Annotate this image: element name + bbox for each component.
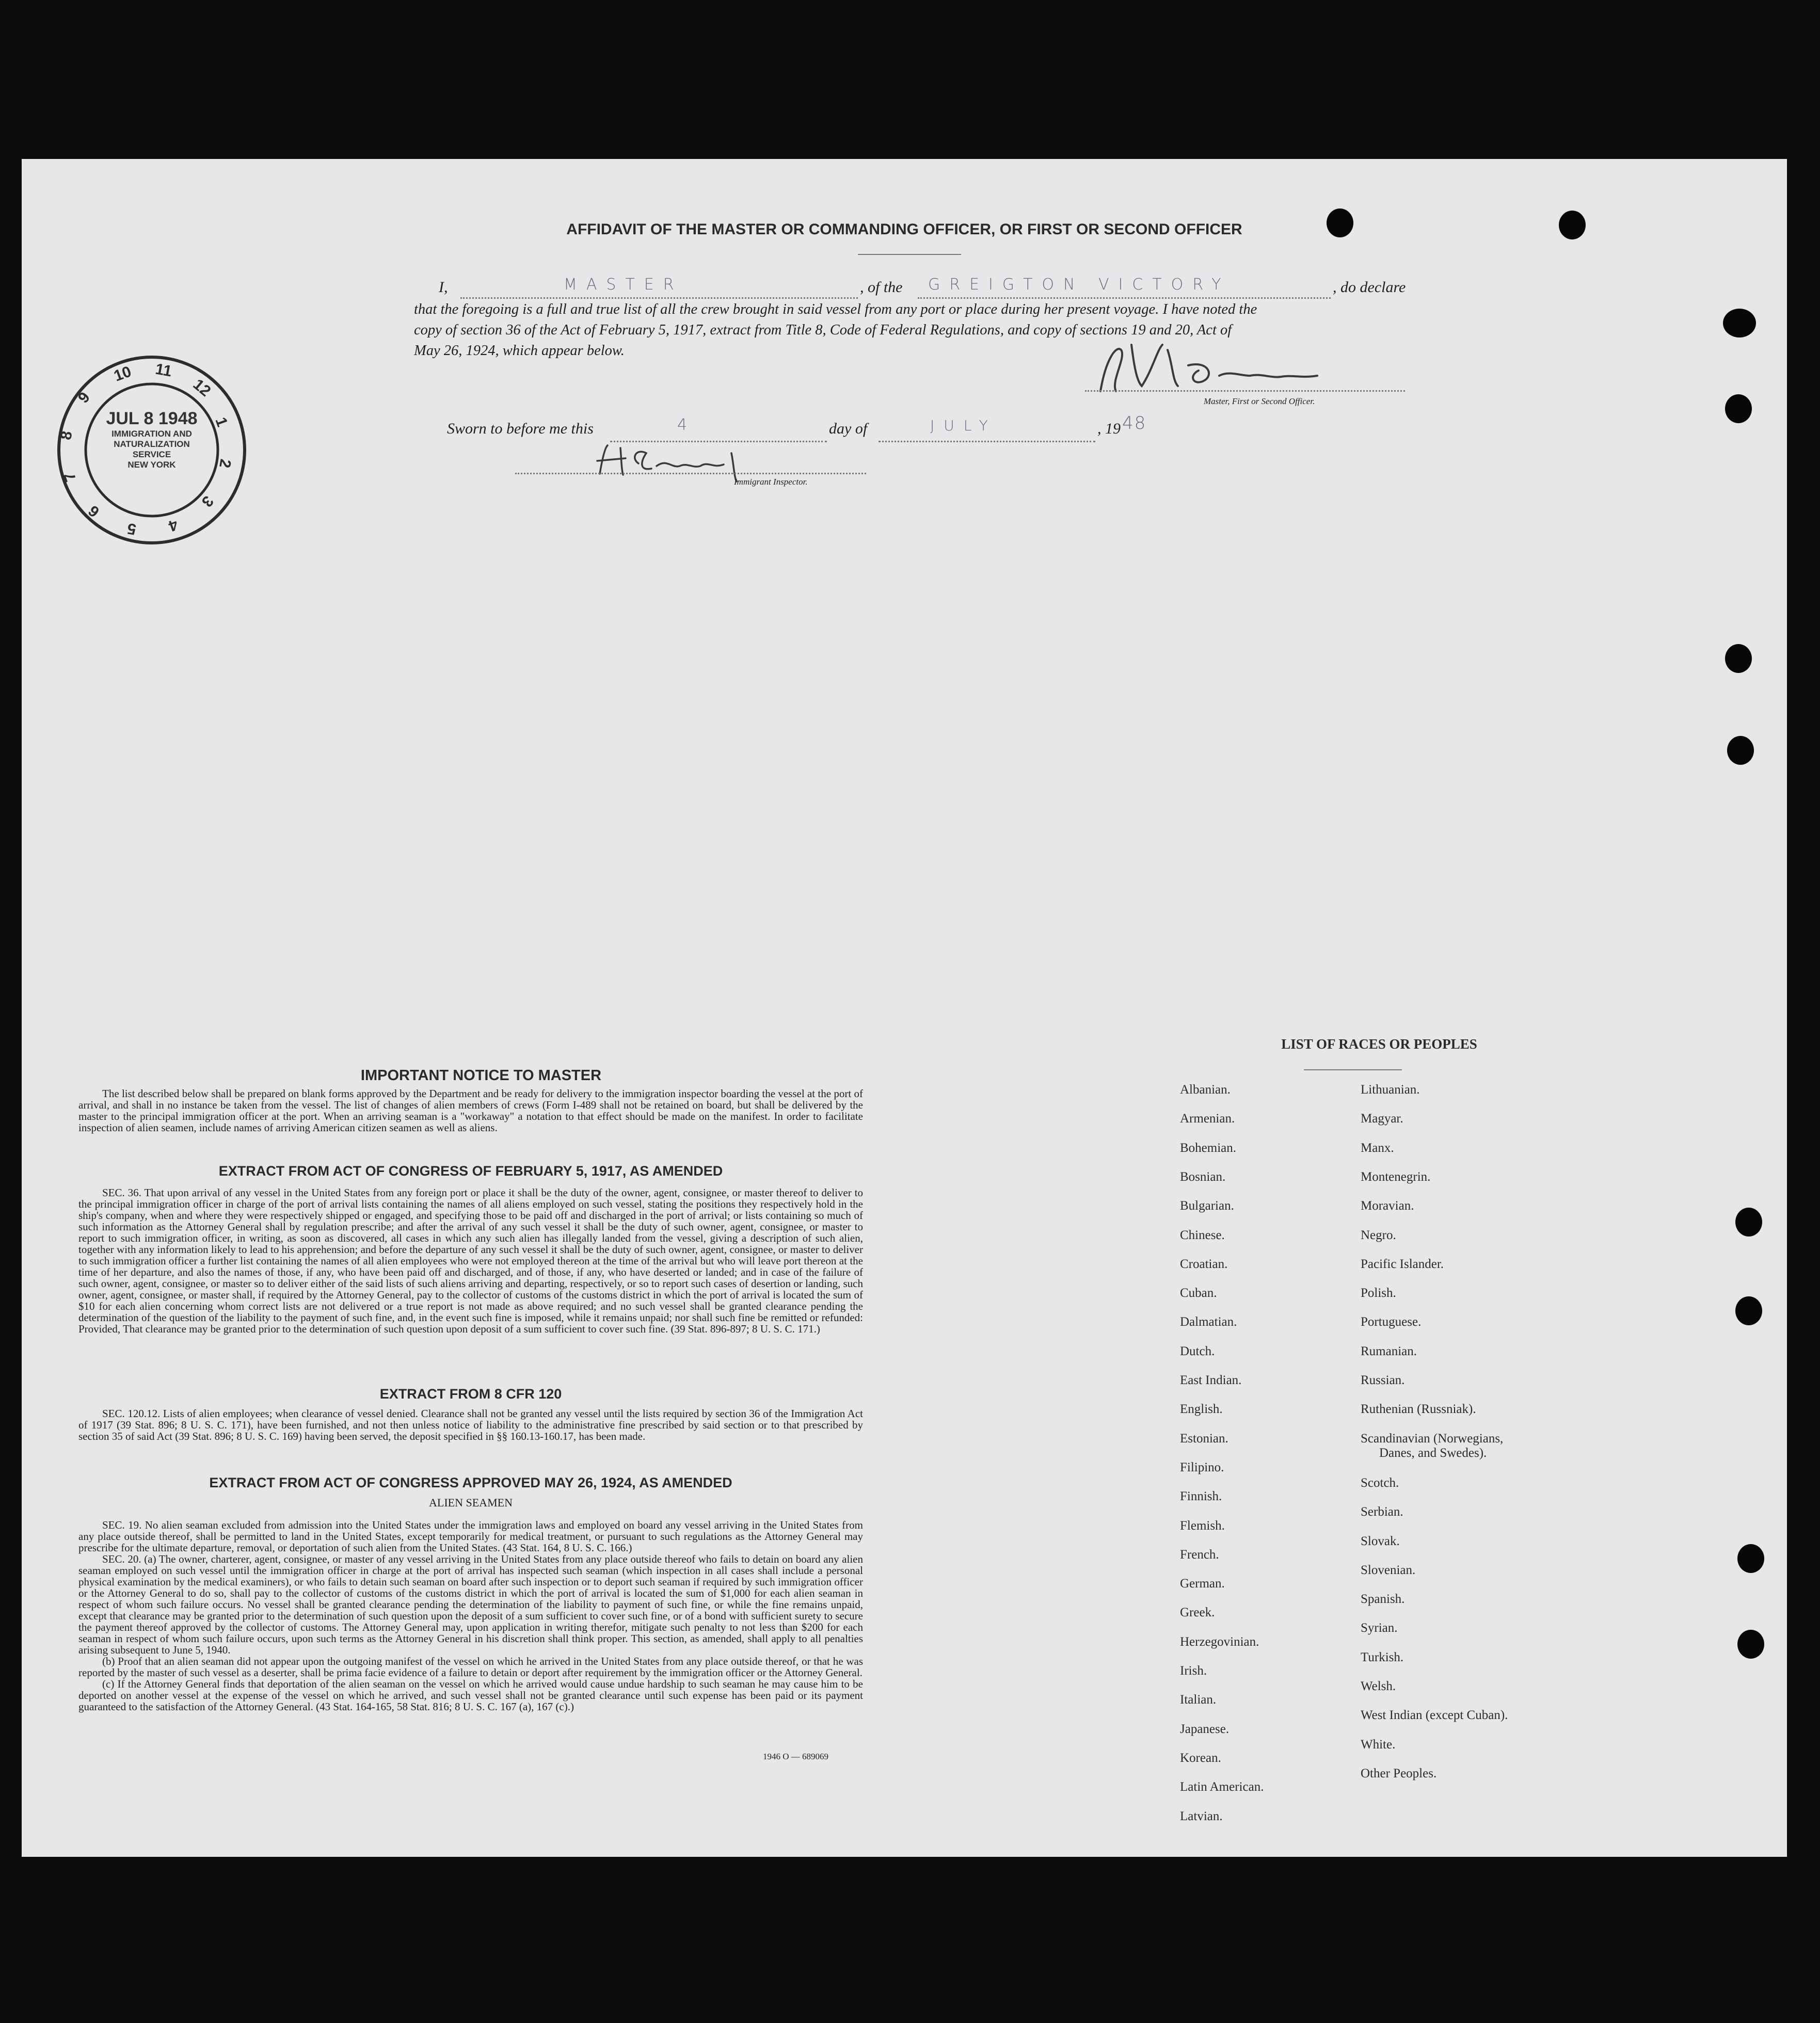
notice-heading: IMPORTANT NOTICE TO MASTER [360,1067,602,1084]
extractcfr-text: SEC. 120.12. Lists of alien employees; when clearance of vessel denied. Clearance shall not be granted any vessel until the lists required by section 36 of the Immigration Act of 1917 (39 Stat. 896; 8 U. S. C. 171), have been furnished, and not then unless notice of liability to the administrative fine prescribed by said section or to that prescribed by section 35 of said Act (39 Stat. 896; 8 U. S. C. 169) having been served, the deposit specified in §§ 160.13-160.17, has been made. [78,1407,863,1442]
inspector-line [515,473,866,474]
inspector-caption: Immigrant Inspector. [734,477,808,487]
race-item: Serbian. [1361,1505,1403,1519]
of-the-label: , of the [860,279,903,296]
print-code: 1946 O — 689069 [763,1752,829,1761]
race-item: Portuguese. [1361,1315,1422,1329]
binder-hole [1737,1630,1764,1659]
race-item: Negro. [1361,1228,1396,1242]
race-item: Scandinavian (Norwegians, [1361,1431,1504,1446]
race-item: Japanese. [1180,1722,1230,1736]
extract1924-heading-wrap [78,1475,863,1510]
race-item: Slovak. [1361,1534,1400,1548]
affidavit-title: AFFIDAVIT OF THE MASTER OR COMMANDING OFFICER, OR FIRST OR SECOND OFFICER [566,221,1242,238]
race-item: West Indian (except Cuban). [1361,1708,1508,1723]
race-item: Latvian. [1180,1809,1223,1823]
race-item: Flemish. [1180,1518,1225,1533]
race-item: Other Peoples. [1361,1766,1437,1780]
race-item: White. [1361,1737,1396,1752]
race-item: Ruthenian (Russniak). [1361,1402,1476,1417]
name-field [460,276,858,299]
stamp-line5: NEW YORK [127,460,176,470]
race-item: Danes, and Swedes). [1379,1446,1487,1460]
binder-hole [1735,1208,1762,1237]
extract1924-heading: EXTRACT FROM ACT OF CONGRESS APPROVED MAY 26, 1924, AS AMENDED [209,1475,732,1490]
race-item: Croatian. [1180,1257,1228,1271]
sworn-label: Sworn to before me this [447,420,594,437]
stamp-ring-number: 1 [212,415,231,429]
races-heading: LIST OF RACES OR PEOPLES [1281,1036,1477,1052]
binder-hole [1327,208,1353,237]
title-rule [858,254,961,255]
races-right-column [1361,1083,1650,1785]
stamp-ring-number: 10 [111,363,134,386]
signature-caption: Master, First or Second Officer. [1204,396,1315,406]
stamp-line2: IMMIGRATION AND [111,429,192,439]
race-item: Chinese. [1180,1228,1225,1242]
race-item: Rumanian. [1361,1344,1417,1358]
declaration-body-line1: that the foregoing is a full and true list of all the crew brought in said vessel from any port or place during her present voyage. I have noted the [414,301,1257,317]
extractcfr-heading: EXTRACT FROM 8 CFR 120 [379,1386,562,1402]
sworn-day-value: 4 [677,416,697,434]
race-item: Albanian. [1180,1083,1231,1097]
stamp-line3: NATURALIZATION [114,439,190,449]
binder-hole [1727,736,1754,765]
race-item: Filipino. [1180,1460,1224,1474]
race-item: Moravian. [1361,1199,1414,1213]
race-item: Latin American. [1180,1780,1264,1794]
sworn-month-value: JULY [930,417,997,434]
race-item: Slovenian. [1361,1563,1416,1577]
immigration-stamp [54,352,250,548]
notice-heading-wrap [99,1067,863,1084]
race-item: Cuban. [1180,1286,1217,1301]
stamp-ring-number: 2 [215,457,234,470]
race-item: Pacific Islander. [1361,1257,1444,1271]
race-item: Russian. [1361,1373,1405,1387]
extract1924-sec20b: (b) Proof that an alien seaman did not appear upon the outgoing manifest of the vessel on which he arrived in the United States from any place outside thereof, or that he was reported by the master of such vessel as a deserter, shall be prima facie evidence of a failure to detain or deport after requirement by the immigration officer or the Attorney General. [78,1655,863,1679]
race-item: East Indian. [1180,1373,1242,1387]
extract1924-sec20c: (c) If the Attorney General finds that deportation of the alien seaman on the vessel on which he arrived would cause undue hardship to such seaman he may cause him to be deported on another vessel at the expense of the vessel on which he arrived, and such vessel shall not be granted clearance until such expense has been paid or its payment guaranteed to the satisfaction of the Attorney General. (43 Stat. 164-165, 58 Stat. 816; 8 U. S. C. 167 (a), 167 (c).) [78,1678,863,1713]
do-declare-label: , do declare [1333,279,1406,296]
binder-hole [1737,1544,1764,1573]
extract1917-heading-wrap [78,1163,863,1179]
race-item: Bohemian. [1180,1141,1237,1155]
extract1924-body [78,1519,863,1712]
notice-text: The list described below shall be prepared on blank forms approved by the Department and be ready for delivery to the immigration inspector boarding the vessel at the port of arrival, and shall in no instance be taken from the vessel. The list of changes of alien members of crews (Form I-489 shall not be retained on board, but shall be delivered by the master to the principal immigration officer at the port. When an arriving seaman is a "workaway" a notation to that effect should be made on the manifest. In order to facilitate inspection of alien seamen, include names of arriving American citizen seamen as well as aliens. [78,1087,863,1134]
race-item: Bulgarian. [1180,1199,1234,1213]
extractcfr-heading-wrap [78,1386,863,1402]
stamp-ring-number: 12 [189,376,214,400]
sworn-month-field [879,417,1095,442]
race-item: Greek. [1180,1605,1215,1620]
extract1924-subheading: ALIEN SEAMEN [429,1496,513,1509]
races-rule [1304,1069,1402,1070]
race-item: Armenian. [1180,1112,1235,1126]
stamp-line4: SERVICE [132,449,171,459]
vessel-value: GREIGTON VICTORY [928,276,1231,294]
race-item: Herzegovinian. [1180,1634,1259,1649]
race-item: Magyar. [1361,1112,1403,1126]
race-item: Syrian. [1361,1621,1398,1635]
binder-hole [1559,211,1586,239]
race-item: German. [1180,1577,1225,1591]
stamp-ring-number: 8 [57,429,76,442]
race-item: Turkish. [1361,1650,1404,1664]
signature-line [1085,390,1405,392]
stamp-ring-number: 4 [166,515,180,535]
race-item: Dutch. [1180,1344,1215,1358]
race-item: Italian. [1180,1693,1217,1707]
declaration-body-line2: copy of section 36 of the Act of February 5, 1917, extract from Title 8, Code of Federal Regulations, and copy of sections 19 and 20, Act of [414,322,1232,338]
binder-hole [1725,644,1752,673]
stamp-date: JUL 8 1948 [106,409,198,428]
line-prefix: I, [439,279,448,296]
vessel-field [918,276,1331,299]
extract1917-heading: EXTRACT FROM ACT OF CONGRESS OF FEBRUARY 5, 1917, AS AMENDED [218,1163,723,1179]
extract1917-text: SEC. 36. That upon arrival of any vessel in the United States from any foreign port or place it shall be the duty of the owner, agent, consignee, or master thereof to deliver to the principal immigration officer in charge of the port of arrival lists containing the names of all aliens employed on such vessel, stating the positions they respectively hold in the ship's company, when and where they were respectively shipped or engaged, and specifying those to be paid off and discharged in the port of arrival; or lists containing so much of such information as the Attorney General shall by regulation prescribe; and after the arrival of any such vessel it shall be the duty of such owner, agent, consignee, or master to report to such immigration officer, in writing, as soon as discovered, all cases in which any such alien has illegally landed from the vessel, giving a description of such alien, together with any information likely to lead to his apprehension; and before the departure of any such vessel it shall be the duty of such owner, agent, consignee, or master to deliver to such immigration officer a further list containing the names of all alien employees who were not employed thereon at the time of the arrival but who will leave port thereon at the time of her departure, and also the names of those, if any, who have been paid off and discharged, and of those, if any, who have deserted or landed; and in case of the failure of such owner, agent, consignee, or master so to deliver either of the said lists of such aliens arriving and departing, respectively, or so to report such cases of desertion or landing, such owner, agent, consignee, or master shall, if required by the Attorney General, pay to the collector of customs of the customs district in which the port of arrival is located the sum of $10 for each alien concerning whom correct lists are not delivered or a true report is not made as above required; and no such vessel shall be granted clearance pending the determination of the question of the liability to the payment of such fine, and, in the event such fine is imposed, while it remains unpaid; nor shall such fine be remitted or refunded: Provided, That clearance may be granted prior to the determination of such question upon deposit of a sum sufficient to cover such fine. (39 Stat. 896-897; 8 U. S. C. 171.) [78,1186,863,1335]
race-item: Polish. [1361,1286,1396,1301]
extract1924-sec19: SEC. 19. No alien seaman excluded from admission into the United States under the immigration laws and employed on board any vessel arriving in the United States from any place outside thereof, shall be permitted to land in the United States, except temporarily for medical treatment, or pursuant to such regulations as the Attorney General may prescribe for the ultimate departure, removal, or deportation of such alien from the United States. (43 Stat. 164, 8 U. S. C. 166.) [78,1519,863,1554]
year-prefix: , 19 [1097,420,1121,437]
race-item: Bosnian. [1180,1169,1226,1184]
affidavit-heading-wrap [22,221,1787,238]
name-value: MASTER [564,276,683,294]
races-heading-wrap [1183,1036,1575,1052]
race-item: Dalmatian. [1180,1315,1237,1329]
stamp-ring-number: 11 [154,360,173,380]
race-item: Spanish. [1361,1592,1405,1607]
binder-hole [1725,394,1752,423]
race-item: Estonian. [1180,1431,1228,1446]
race-item: Montenegrin. [1361,1169,1431,1184]
stamp-ring-number: 9 [75,389,94,407]
extract1924-sec20a: SEC. 20. (a) The owner, charterer, agent, consignee, or master of any vessel arriving in the United States from any place outside thereof who fails to detain on board any alien seaman employed on such vessel until the immigration officer in charge at the port of arrival has inspected such seaman (which inspection in all cases shall include a personal physical examination by the medical examiners), or who fails to detain such seaman on board after such inspection or to deport such seaman if required by such immigration officer or the Attorney General to do so, shall pay to the collector of customs of the customs district in which the port of arrival is located the sum of $1,000 for each alien seaman in respect of whom such failure occurs. No vessel shall be granted clearance pending the determination of the liability to payment of such fine, or while the fine remains unpaid, except that clearance may be granted prior to the determination of such question upon the deposit of a sum sufficient to cover such fine, or of a bond with sufficient surety to secure the payment thereof approved by the collector of customs. The Attorney General may, upon application in writing therefor, mitigate such penalty to not less than $200 for each seaman in respect of whom such failure occurs, upon such terms as the Attorney General in his discretion shall think proper. This section, as amended, shall apply to all penalties arising subsequent to June 5, 1940. [78,1553,863,1656]
race-item: Korean. [1180,1751,1221,1765]
document-page [22,159,1787,1857]
stamp-ring-number: 6 [85,502,103,521]
day-of-label: day of [829,420,868,437]
race-item: Lithuanian. [1361,1083,1420,1097]
race-item: Scotch. [1361,1475,1399,1490]
stamp-center [90,409,214,470]
race-item: Finnish. [1180,1489,1222,1504]
stamp-ring-number: 5 [126,519,138,538]
race-item: Welsh. [1361,1679,1396,1693]
declaration-body-line3: May 26, 1924, which appear below. [414,343,625,359]
race-item: Manx. [1361,1141,1394,1155]
binder-hole [1735,1296,1762,1325]
binder-hole [1723,309,1756,338]
race-item: English. [1180,1402,1223,1417]
declaration-line [439,279,448,296]
races-left-column [1157,1083,1364,1823]
stamp-ring-number: 7 [60,470,80,484]
stamp-ring-number: 3 [198,492,217,510]
year-value: 48 [1122,413,1147,434]
race-item: French. [1180,1547,1219,1562]
race-item: Irish. [1180,1664,1207,1678]
